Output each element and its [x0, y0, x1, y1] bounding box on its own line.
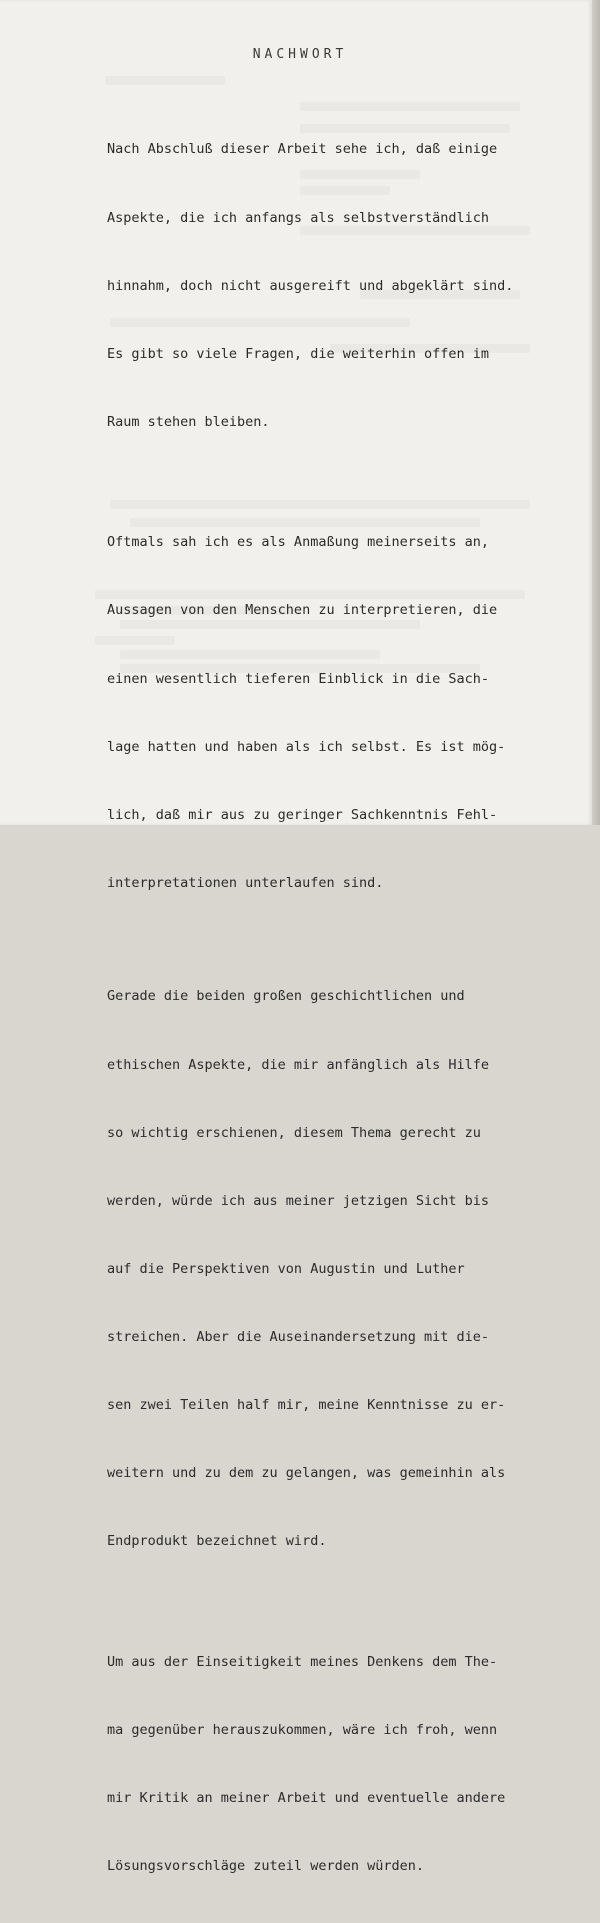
text-line: einen wesentlich tieferen Einblick in die Sach-: [107, 670, 490, 687]
text-line: Es gibt so viele Fragen, die weiterhin offen im: [107, 345, 490, 362]
document-body: [107, 93, 577, 1923]
page-edge: [592, 0, 600, 825]
page-title: NACHWORT: [252, 47, 348, 62]
text-line: lage hatten und haben als ich selbst. Es ist mög-: [107, 738, 506, 755]
text-line: mir Kritik an meiner Arbeit und eventuelle andere: [107, 1790, 506, 1807]
text-line: werden, würde ich aus meiner jetzigen Sicht bis: [107, 1192, 490, 1209]
paragraph-1: [107, 93, 577, 479]
text-line: auf die Perspektiven von Augustin und Luther: [107, 1260, 465, 1277]
text-line: Aspekte, die ich anfangs als selbstverständlich: [107, 209, 490, 226]
text-line: weitern und zu dem zu gelangen, was gemeinhin als: [107, 1465, 506, 1482]
text-line: Um aus der Einseitigkeit meines Denkens dem The-: [107, 1653, 498, 1670]
paragraph-3: [107, 940, 577, 1598]
text-line: Raum stehen bleiben.: [107, 413, 270, 430]
text-line: ethischen Aspekte, die mir anfänglich als Hilfe: [107, 1056, 490, 1073]
text-line: Lösungsvorschläge zuteil werden würden.: [107, 1858, 424, 1875]
text-line: Endprodukt bezeichnet wird.: [107, 1533, 327, 1550]
text-line: Nach Abschluß dieser Arbeit sehe ich, daß einige: [107, 141, 498, 158]
text-line: interpretationen unterlaufen sind.: [107, 874, 384, 891]
text-line: lich, daß mir aus zu geringer Sachkenntnis Fehl-: [107, 806, 498, 823]
text-line: streichen. Aber die Auseinandersetzung mit die-: [107, 1328, 490, 1345]
text-line: sen zwei Teilen half mir, meine Kenntnisse zu er-: [107, 1397, 506, 1414]
paragraph-2: [107, 486, 577, 940]
text-line: Aussagen von den Menschen zu interpretieren, die: [107, 602, 498, 619]
paragraph-4: [107, 1605, 577, 1923]
text-line: so wichtig erschienen, diesem Thema gerecht zu: [107, 1124, 481, 1141]
text-line: Oftmals sah ich es als Anmaßung meinerseits an,: [107, 534, 490, 551]
text-line: ma gegenüber herauszukommen, wäre ich froh, wenn: [107, 1721, 498, 1738]
text-line: Gerade die beiden großen geschichtlichen und: [107, 988, 465, 1005]
text-line: hinnahm, doch nicht ausgereift und abgeklärt sind.: [107, 277, 514, 294]
